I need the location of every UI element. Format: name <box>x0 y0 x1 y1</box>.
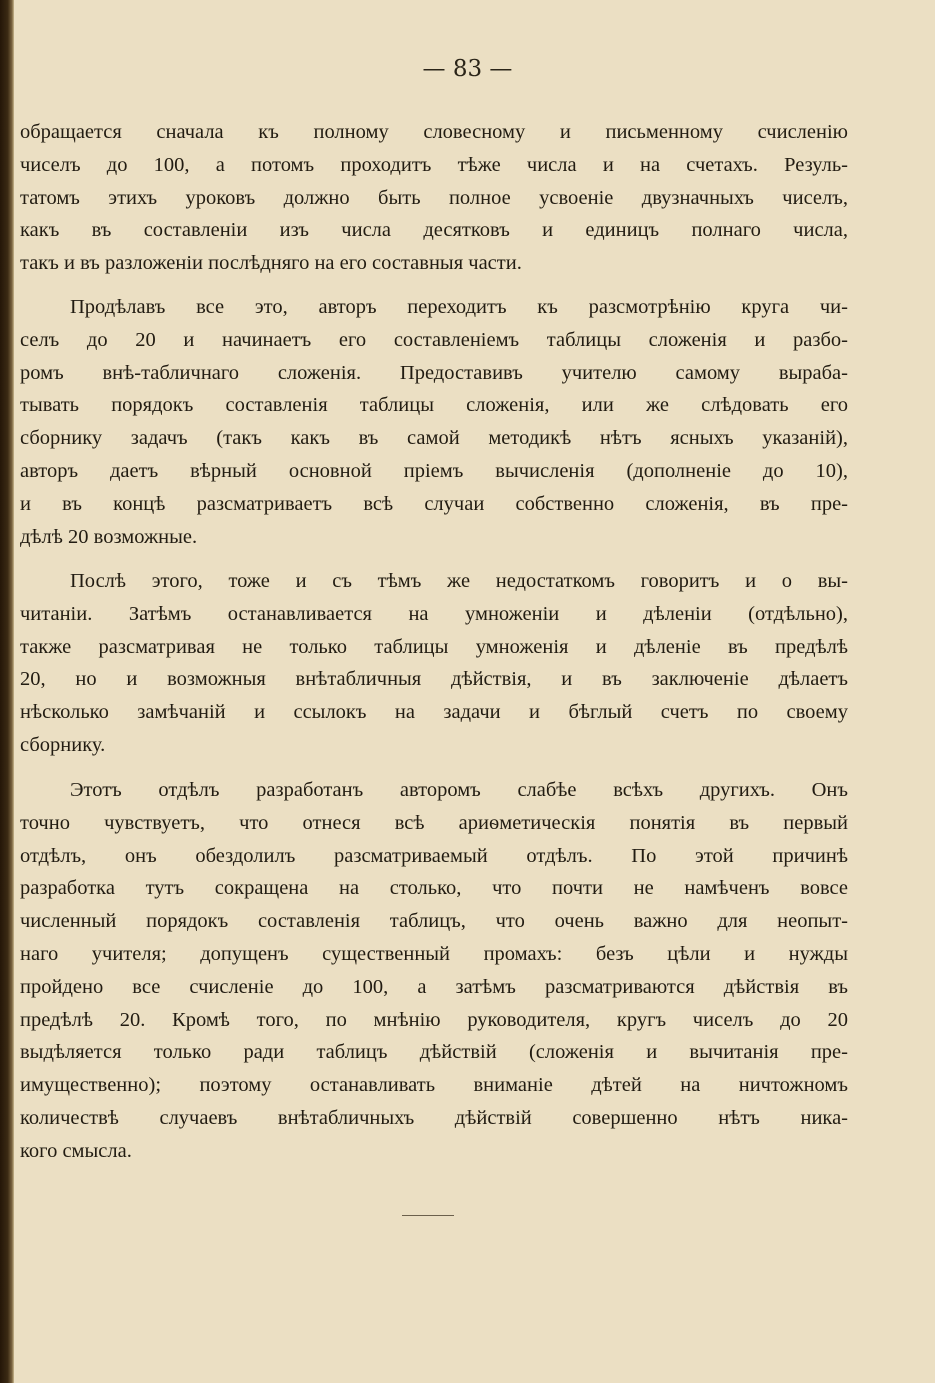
text-line: кого смысла. <box>20 1139 132 1162</box>
section-end-rule <box>402 1215 454 1216</box>
paragraph-3 <box>20 565 848 762</box>
text-line: дѣлѣ 20 возможные. <box>20 525 198 548</box>
text-line: нѣсколько замѣчаній и ссылокъ на задачи и бѣглый счетъ по своему <box>20 701 848 724</box>
page-number: — 83 — <box>422 56 513 82</box>
text-line: пройдено все счисленіе до 100, а затѣмъ разсматриваются дѣйствія въ <box>20 975 848 998</box>
text-line: какъ въ составленіи изъ числа десятковъ и единицъ полнаго числа, <box>20 219 848 242</box>
text-line: сборнику. <box>20 733 106 756</box>
text-line: татомъ этихъ уроковъ должно быть полное усвоеніе двузначныхъ чиселъ, <box>20 186 848 209</box>
text-line: Продѣлавъ все это, авторъ переходитъ къ разсмотрѣнію круга чи- <box>70 296 848 318</box>
text-line: количествѣ случаевъ внѣтабличныхъ дѣйствій совершенно нѣтъ ника- <box>20 1106 848 1129</box>
book-binding-edge <box>0 0 14 1383</box>
text-line: численный порядокъ составленія таблицъ, что очень важно для неопыт- <box>20 910 848 933</box>
text-line: Этотъ отдѣлъ разработанъ авторомъ слабѣе всѣхъ другихъ. Онъ <box>70 779 848 801</box>
text-line: тывать порядокъ составленія таблицы сложенія, или же слѣдовать его <box>20 394 848 417</box>
text-line: читаніи. Затѣмъ останавливается на умноженіи и дѣленіи (отдѣльно), <box>20 602 848 625</box>
text-line: выдѣляется только ради таблицъ дѣйствій (сложенія и вычитанія пре- <box>20 1041 848 1064</box>
paragraph-1 <box>20 116 848 280</box>
paragraph-4 <box>20 774 848 1168</box>
text-line: авторъ даетъ вѣрный основной пріемъ вычисленія (дополненіе до 10), <box>20 459 848 482</box>
text-line: предѣлѣ 20. Кромѣ того, по мнѣнію руководителя, кругъ чиселъ до 20 <box>20 1008 848 1031</box>
text-line: такъ и въ разложеніи послѣдняго на его составныя части. <box>20 252 522 275</box>
text-line: 20, но и возможныя внѣтабличныя дѣйствія, и въ заключеніе дѣлаетъ <box>20 668 848 691</box>
text-line: точно чувствуетъ, что отнеся всѣ ариѳметическія понятія въ первый <box>20 811 848 834</box>
text-line: наго учителя; допущенъ существенный промахъ: безъ цѣли и нужды <box>20 942 848 965</box>
text-line: чиселъ до 100, а потомъ проходитъ тѣже числа и на счетахъ. Резуль- <box>20 153 848 176</box>
text-line: Послѣ этого, тоже и съ тѣмъ же недостаткомъ говоритъ и о вы- <box>70 570 848 592</box>
text-line: имущественно); поэтому останавливать вниманіе дѣтей на ничтожномъ <box>20 1074 848 1097</box>
text-line: сборнику задачъ (такъ какъ въ самой методикѣ нѣтъ ясныхъ указаній), <box>20 427 848 450</box>
text-line: селъ до 20 и начинаетъ его составленіемъ таблицы сложенія и разбо- <box>20 328 848 351</box>
paragraph-2 <box>20 291 848 553</box>
text-line: разработка тутъ сокращена на столько, что почти не намѣченъ вовсе <box>20 877 848 900</box>
text-line: и въ концѣ разсматриваетъ всѣ случаи собственно сложенія, въ пре- <box>20 492 848 515</box>
text-line: отдѣлъ, онъ обездолилъ разсматриваемый отдѣлъ. По этой причинѣ <box>20 844 848 867</box>
text-line: также разсматривая не только таблицы умноженія и дѣленіе въ предѣлѣ <box>20 635 848 658</box>
text-line: обращается сначала къ полному словесному и письменному счисленію <box>20 121 848 143</box>
text-line: ромъ внѣ-табличнаго сложенія. Предоставивъ учителю самому выраба- <box>20 361 848 384</box>
